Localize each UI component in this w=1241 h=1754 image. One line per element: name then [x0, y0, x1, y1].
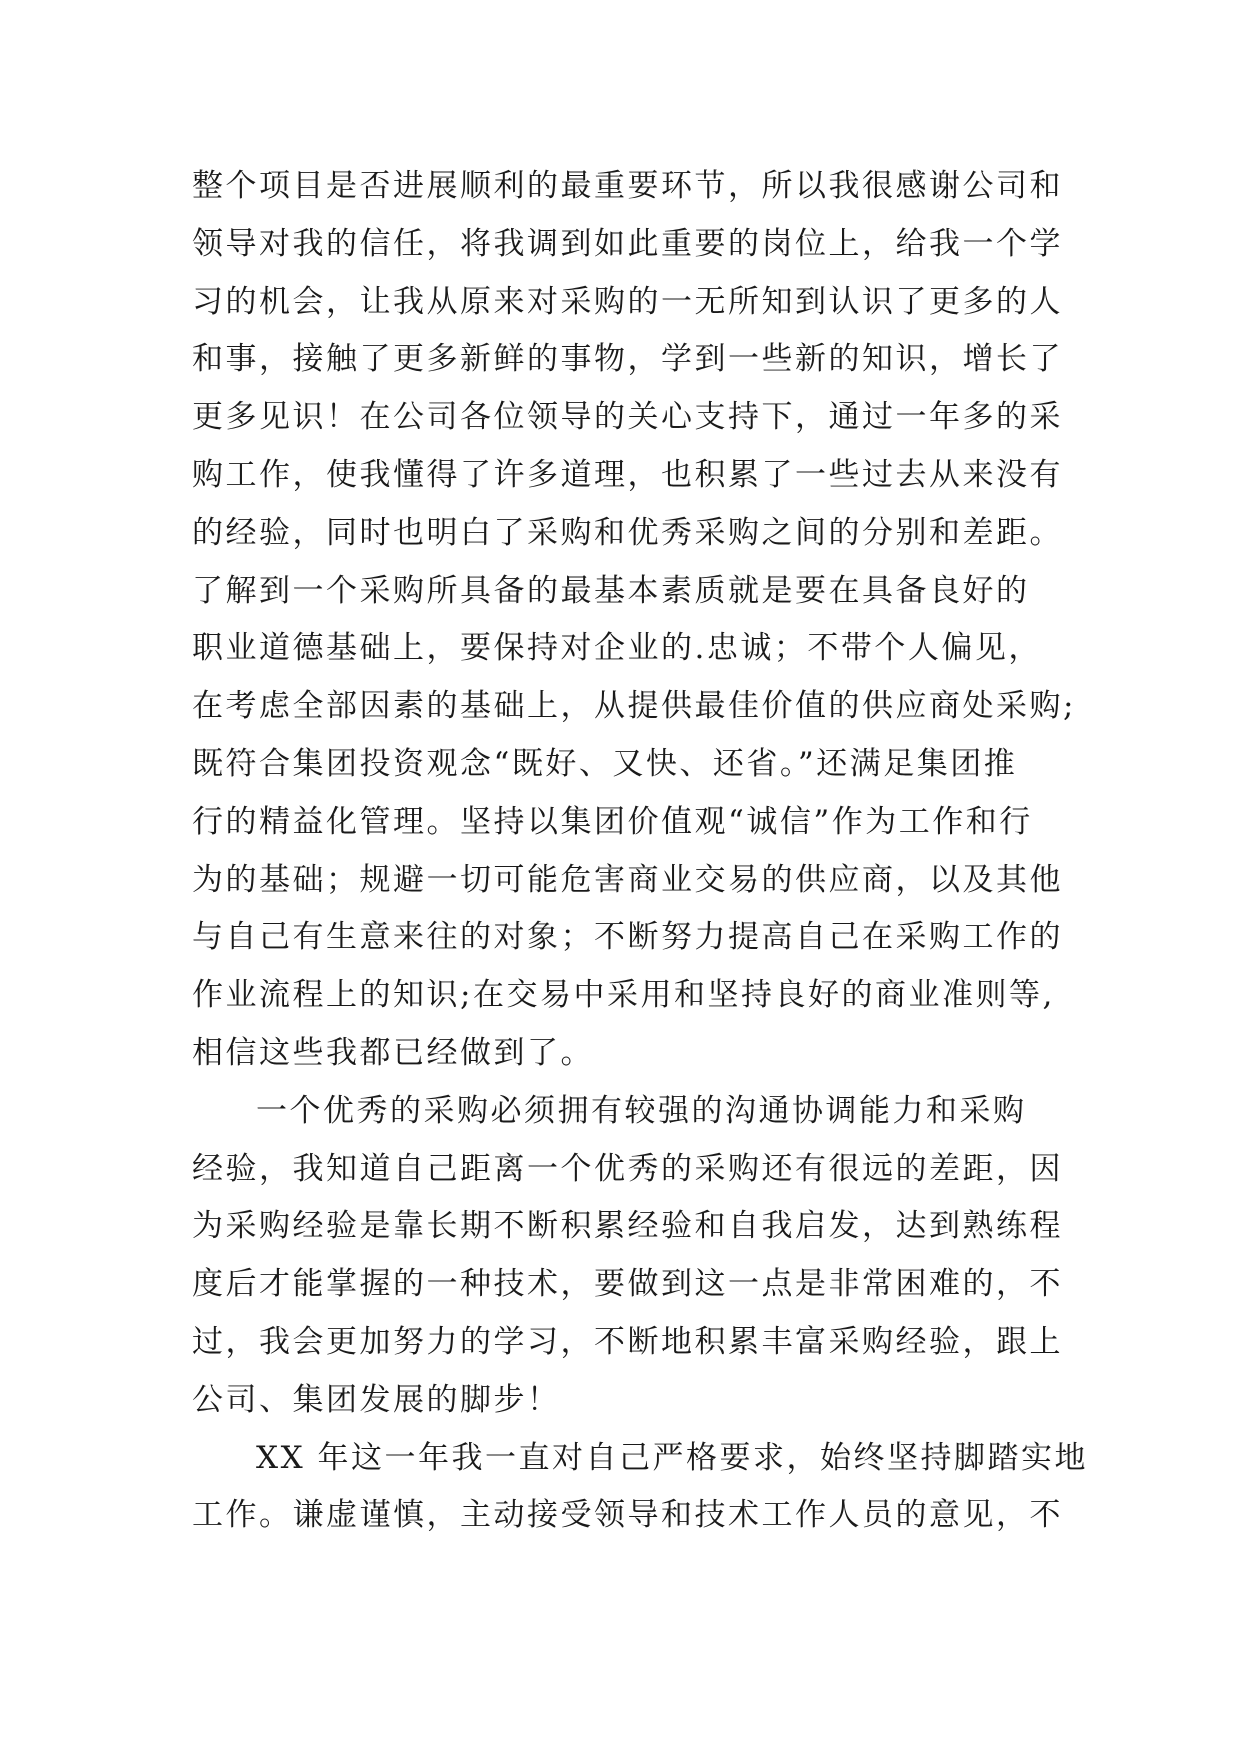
text-line: 职业道德基础上，要保持对企业的.忠诚；不带个人偏见， [192, 630, 1042, 667]
text-line: 与自己有生意来往的对象；不断努力提高自己在采购工作的 [192, 919, 1063, 956]
text-line: 工作。谦虚谨慎，主动接受领导和技术工作人员的意见，不 [192, 1497, 1063, 1534]
text-line: 购工作，使我懂得了许多道理，也积累了一些过去从来没有 [192, 456, 1063, 493]
paragraph-start-line: 一个优秀的采购必须拥有较强的沟通协调能力和采购 [256, 1092, 1027, 1129]
text-line: 公司、集团发展的脚步！ [192, 1381, 561, 1418]
text-line: 了解到一个采购所具备的最基本素质就是要在具备良好的 [192, 572, 1030, 609]
text-line: 相信这些我都已经做到了。 [192, 1034, 594, 1071]
paragraph-start-line: XX 年这一年我一直对自己严格要求，始终坚持脚踏实地 [256, 1439, 1088, 1476]
text-line: 行的精益化管理。坚持以集团价值观“诚信”作为工作和行 [192, 803, 1033, 840]
text-line: 更多见识！在公司各位领导的关心支持下，通过一年多的采 [192, 399, 1063, 436]
text-line: 和事，接触了更多新鲜的事物，学到一些新的知识，增长了 [192, 341, 1063, 378]
text-line: 习的机会，让我从原来对采购的一无所知到认识了更多的人 [192, 283, 1063, 320]
text-line: 在考虑全部因素的基础上，从提供最佳价值的供应商处采购; [192, 688, 1076, 725]
text-line: 度后才能掌握的一种技术，要做到这一点是非常困难的，不 [192, 1266, 1063, 1303]
text-line: 经验，我知道自己距离一个优秀的采购还有很远的差距，因 [192, 1150, 1063, 1187]
text-line: 的经验，同时也明白了采购和优秀采购之间的分别和差距。 [192, 514, 1063, 551]
text-line: 既符合集团投资观念“既好、又快、还省。”还满足集团推 [192, 745, 1018, 782]
text-line: 为采购经验是靠长期不断积累经验和自我启发，达到熟练程 [192, 1208, 1063, 1245]
text-line: 为的基础；规避一切可能危害商业交易的供应商，以及其他 [192, 861, 1063, 898]
text-line: 过，我会更加努力的学习，不断地积累丰富采购经验，跟上 [192, 1323, 1063, 1360]
text-line: 整个项目是否进展顺利的最重要环节，所以我很感谢公司和 [192, 168, 1063, 204]
body-text [192, 158, 1088, 1545]
text-line: 作业流程上的知识;在交易中采用和坚持良好的商业准则等, [192, 977, 1055, 1014]
text-line: 领导对我的信任，将我调到如此重要的岗位上，给我一个学 [192, 225, 1063, 262]
